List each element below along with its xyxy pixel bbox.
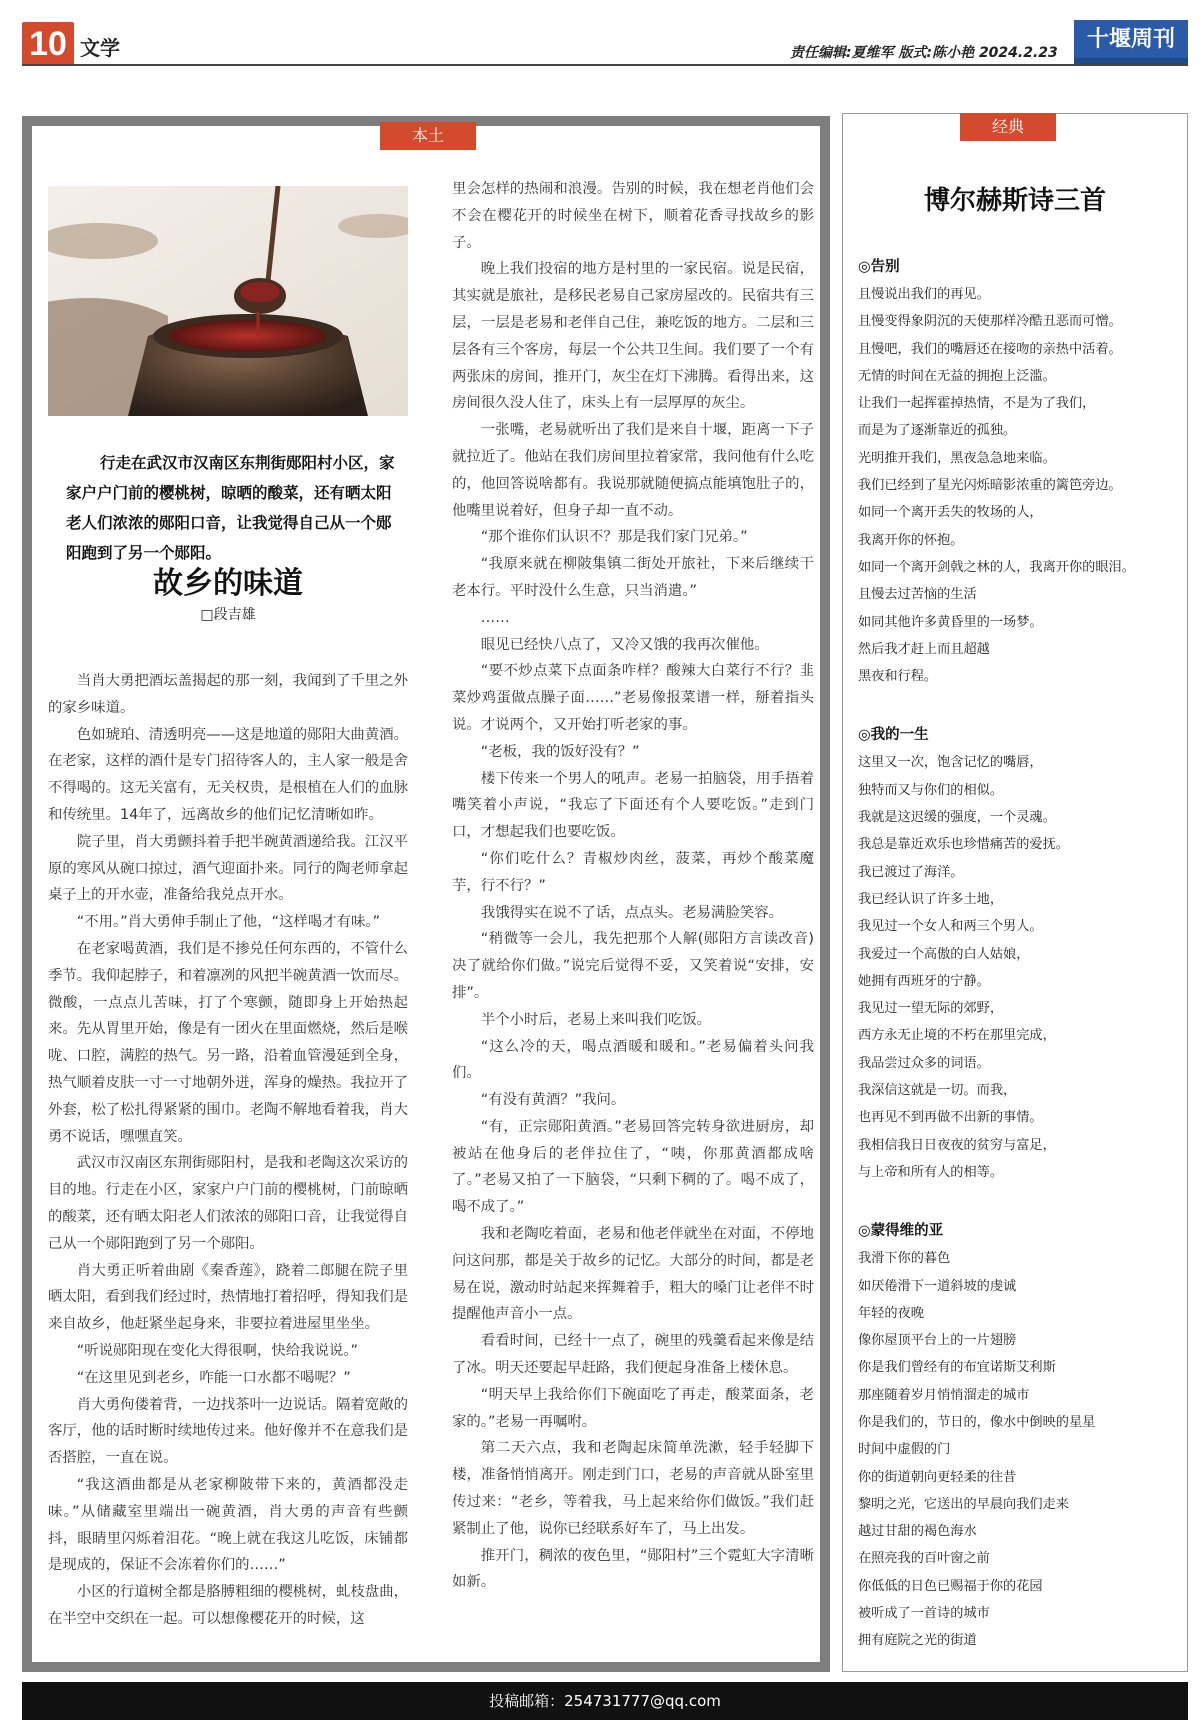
paragraph: 小区的行道树全都是胳膊粗细的樱桃树，虬枝盘曲，在半空中交织在一起。可以想像樱花开的时候，这 bbox=[48, 1584, 408, 1627]
poem-line: 我就是这迟缓的强度，一个灵魂。 bbox=[858, 810, 1056, 826]
submission-email: 投稿邮箱：254731777@qq.com bbox=[489, 1692, 721, 1710]
story-byline: □段吉雄 bbox=[200, 607, 256, 623]
paragraph: “明天早上我给你们下碗面吃了再走，酸菜面条，老家的。”老易一再嘱咐。 bbox=[452, 1386, 814, 1430]
poem-montevideo bbox=[858, 1218, 1178, 1654]
story-lede: 行走在武汉市汉南区东荆街郧阳村小区，家家户户门前的樱桃树，晾晒的酸菜，还有晒太阳老人们浓浓的郧阳口音，让我觉得自己从一个郧阳跑到了另一个郧阳。 bbox=[66, 454, 395, 562]
section-tag-local: 本土 bbox=[380, 122, 476, 150]
poem-line: 拥有庭院之光的街道 bbox=[858, 1633, 977, 1649]
paragraph: 在老家喝黄酒，我们是不掺兑任何东西的，不管什么季节。我仰起脖子，和着凛冽的风把半碗黄酒一饮而尽。微酸，一点点儿苦味，打了个寒颤，随即身上开始热起来。先从胃里开始，像是有一团火在里面燃烧，然后是喉咙、口腔，满腔的热气。另一路，沿着血管漫延到全身，热气顺着皮肤一寸一寸地朝外迸，浑身的燥热。我拉开了外套，松了松扎得紧紧的围巾。老陶不解地看着我，肖大勇不说话，嘿嘿直笑。 bbox=[48, 940, 408, 1145]
poem-line: 而是为了逐渐靠近的孤独。 bbox=[858, 423, 1017, 439]
poem-line: 我相信我日日夜夜的贫穷与富足， bbox=[858, 1137, 1056, 1153]
paragraph: 半个小时后，老易上来叫我们吃饭。 bbox=[480, 1011, 712, 1028]
poem-line: 我离开你的怀抱。 bbox=[858, 532, 964, 548]
poem-line: 然后我才赶上而且超越 bbox=[858, 641, 990, 657]
paragraph: 看看时间，已经十一点了，碗里的残羹看起来像是结了冰。明天还要起早赶路，我们便起身准备上楼休息。 bbox=[452, 1333, 814, 1377]
paragraph: 当肖大勇把酒坛盖揭起的那一刻，我闻到了千里之外的家乡味道。 bbox=[48, 673, 408, 716]
paragraph: “稍微等一会儿，我先把那个人解(郧阳方言读改音)决了就给你们做。”说完后觉得不妥，又笑着说“安排，安排”。 bbox=[452, 931, 814, 1001]
story-column-1 bbox=[48, 668, 408, 1633]
poem-line: 黑夜和行程。 bbox=[858, 669, 938, 685]
poem-my-life bbox=[858, 722, 1178, 1186]
poem-line: 时间中虚假的门 bbox=[858, 1442, 951, 1458]
poem-line: 这里又一次，饱含记忆的嘴唇， bbox=[858, 755, 1043, 771]
paragraph: 楼下传来一个男人的吼声。老易一拍脑袋，用手捂着嘴笑着小声说，“我忘了下面还有个人要吃饭。”走到门口，才想起我们也要吃饭。 bbox=[452, 770, 814, 841]
poem-heading: ◎我的一生 bbox=[858, 727, 929, 744]
paragraph: 晚上我们投宿的地方是村里的一家民宿。说是民宿，其实就是旅社，是移民老易自己家房屋改的。民宿共有三层，一层是老易和老伴自己住，兼吃饭的地方。二层和三层各有三个客房，每层一个公共卫生间。我们要了一个有两张床的房间，推开门，灰尘在灯下沸腾。看得出来，这房间很久没人住了，床头上有一层厚厚的灰尘。 bbox=[452, 261, 814, 412]
paragraph: 里会怎样的热闹和浪漫。告别的时候，我在想老肖他们会不会在樱花开的时候坐在树下，顺着花香寻找故乡的影子。 bbox=[452, 181, 814, 251]
poem-line: 你的街道朝向更轻柔的往昔 bbox=[858, 1469, 1017, 1485]
poem-line: 且慢说出我们的再见。 bbox=[858, 287, 990, 302]
paragraph: “听说郧阳现在变化大得很啊，快给我说说。” bbox=[76, 1342, 358, 1359]
paragraph: “老板，我的饭好没有？” bbox=[480, 743, 640, 760]
poem-line: 独特而又与你们的相似。 bbox=[858, 782, 1004, 798]
poem-line: 我深信这就是一切。而我， bbox=[858, 1083, 1017, 1099]
poem-heading: ◎蒙得维的亚 bbox=[858, 1223, 944, 1240]
poem-line: 在照亮我的百叶窗之前 bbox=[858, 1551, 990, 1567]
section-tag-classic: 经典 bbox=[960, 113, 1056, 141]
paragraph: “有没有黄酒？”我问。 bbox=[480, 1092, 626, 1109]
paragraph: “我原来就在柳陂集镇二街处开旅社，下来后继续干老本行。平时没什么生意，只当消遣。” bbox=[452, 556, 814, 599]
paragraph: 色如琥珀、清透明亮——这是地道的郧阳大曲黄酒。在老家，这样的酒什是专门招待客人的，主人家一般是舍不得喝的。这无关富有，无关权贵，是根植在人们的血脉和传统里。14年了，远离故乡的他们记忆清晰如昨。 bbox=[48, 726, 408, 823]
poem-line: 且慢去过苦恼的生活 bbox=[858, 587, 977, 603]
poem-line: 如同其他许多黄昏里的一场梦。 bbox=[858, 614, 1043, 630]
paragraph: “不用。”肖大勇伸手制止了他，“这样喝才有味。” bbox=[76, 914, 381, 931]
poem-line: 我见过一望无际的郊野， bbox=[858, 1001, 1004, 1017]
poems-title: 博尔赫斯诗三首 bbox=[923, 186, 1106, 216]
story-column-2 bbox=[452, 176, 814, 1596]
paragraph: 推开门，稠浓的夜色里，“郧阳村”三个霓虹大字清晰如新。 bbox=[452, 1547, 814, 1591]
poem-line: 也再见不到再做不出新的事情。 bbox=[858, 1110, 1043, 1126]
poem-line: 她拥有西班牙的宁静。 bbox=[858, 973, 990, 989]
paragraph: 我饿得实在说不了话，点点头。老易满脸笑容。 bbox=[480, 904, 784, 921]
paragraph: …… bbox=[480, 609, 510, 626]
poem-line: 无情的时间在无益的拥抱上泛滥。 bbox=[858, 368, 1056, 384]
rice-wine-photo bbox=[48, 186, 408, 416]
paragraph: “有，正宗郧阳黄酒。”老易回答完转身欲进厨房，却被站在他身后的老伴拉住了，“咦，你那黄酒都成啥了。”老易又拍了一下脑袋，“只剩下稠的了。喝不成了，喝不成了。” bbox=[452, 1118, 814, 1216]
poem-line: 光明推开我们，黑夜急急地来临。 bbox=[858, 450, 1056, 466]
poem-line: 你低低的日色已赐福于你的花园 bbox=[858, 1578, 1043, 1594]
section-name: 文学 bbox=[80, 36, 120, 60]
poem-line: 我已经认识了许多土地， bbox=[858, 891, 1004, 907]
page-number: 10 bbox=[22, 22, 74, 66]
paragraph: 第二天六点，我和老陶起床简单洗漱，轻手轻脚下楼，准备悄悄离开。刚走到门口，老易的声音就从卧室里传过来：“老乡，等着我，马上起来给你们做饭。”我们赶紧制止了他，说你已经联系好车了，马上出发。 bbox=[452, 1440, 814, 1537]
poem-line: 如同一个离开剑戟之林的人，我离开你的眼泪。 bbox=[858, 559, 1135, 575]
paragraph: 一张嘴，老易就听出了我们是来自十堰，距离一下子就拉近了。他站在我们房间里拉着家常，我问他有什么吃的，他回答说啥都有。我说那就随便搞点能填饱肚子的，他嘴里说着好，但身子却一直不动。 bbox=[452, 422, 814, 519]
paragraph: 院子里，肖大勇颤抖着手把半碗黄酒递给我。江汉平原的寒风从碗口掠过，酒气迎面扑来。同行的陶老师拿起桌子上的开水壶，准备给我兑点开水。 bbox=[48, 833, 408, 904]
paragraph: “你们吃什么？青椒炒肉丝，菠菜，再炒个酸菜魔芋，行不行？” bbox=[452, 850, 814, 894]
paragraph: “那个谁你们认识不？那是我们家门兄弟。” bbox=[480, 529, 748, 546]
paragraph: 肖大勇佝偻着背，一边找茶叶一边说话。隔着宽敞的客厅，他的话时断时续地传过来。他好像并不在意我们是否搭腔，一直在说。 bbox=[48, 1396, 408, 1467]
paragraph: “在这里见到老乡，咋能一口水都不喝呢？” bbox=[76, 1369, 351, 1386]
poem-farewell bbox=[858, 254, 1178, 690]
story-title: 故乡的味道 bbox=[153, 566, 303, 601]
poem-line: 我已渡过了海洋。 bbox=[858, 864, 964, 880]
masthead-logo: 十堰周刊 bbox=[1074, 20, 1188, 58]
poem-line: 且慢变得象阴沉的天使那样冷酷丑恶而可憎。 bbox=[858, 314, 1122, 330]
poem-line: 我们已经到了星光闪烁暗影浓重的篱笆旁边。 bbox=[858, 478, 1122, 494]
editor-info: 责任编辑:夏维军 版式:陈小艳 2024.2.23 bbox=[790, 45, 1058, 61]
paragraph: 肖大勇正听着曲剧《秦香莲》，跷着二郎腿在院子里晒太阳，看到我们经过时，热情地打着招呼，得知我们是来自故乡，他赶紧坐起身来，非要拉着进屋里坐坐。 bbox=[48, 1262, 408, 1333]
paragraph: “要不炒点菜下点面条咋样？酸辣大白菜行不行？韭菜炒鸡蛋做点臊子面……”老易像报菜谱一样，掰着指头说。才说两个，又开始打听老家的事。 bbox=[452, 663, 814, 733]
poem-line: 我滑下你的暮色 bbox=[858, 1251, 951, 1267]
poem-line: 年轻的夜晚 bbox=[858, 1305, 924, 1321]
paragraph: “这么冷的天，喝点酒暖和暖和。”老易偏着头问我们。 bbox=[452, 1038, 814, 1082]
poem-list bbox=[858, 254, 1178, 1655]
poem-line: 与上帝和所有人的相等。 bbox=[858, 1164, 1004, 1180]
paragraph: 我和老陶吃着面，老易和他老伴就坐在对面，不停地问这问那，都是关于故乡的记忆。大部分的时间，都是老易在说，激动时站起来挥舞着手，粗大的嗓门让老伴不时提醒他声音小一点。 bbox=[452, 1226, 814, 1323]
poem-line: 你是我们曾经有的布宜诺斯艾利斯 bbox=[858, 1360, 1056, 1376]
poem-spacer bbox=[858, 1186, 1178, 1218]
poem-line: 如厌倦滑下一道斜坡的虔诚 bbox=[858, 1278, 1017, 1294]
poem-line: 那座随着岁月悄悄溜走的城市 bbox=[858, 1387, 1030, 1403]
paragraph: “我这酒曲都是从老家柳陂带下来的，黄酒都没走味。”从储藏室里端出一碗黄酒，肖大勇的声音有些颤抖，眼睛里闪烁着泪花。“晚上就在我这儿吃饭，床铺都是现成的，保证不会冻着你们的……” bbox=[48, 1476, 408, 1574]
poem-line: 我爱过一个高傲的白人姑娘， bbox=[858, 946, 1030, 962]
poem-line: 且慢吧，我们的嘴唇还在接吻的亲热中活着。 bbox=[858, 341, 1122, 357]
poem-line: 你是我们的，节日的，像水中倒映的星星 bbox=[858, 1414, 1096, 1430]
poem-spacer bbox=[858, 690, 1178, 722]
page-header bbox=[0, 0, 1200, 66]
poem-line: 我总是靠近欢乐也珍惜痛苦的爱抚。 bbox=[858, 837, 1069, 853]
poem-line: 黎明之光，它送出的早晨向我们走来 bbox=[858, 1496, 1069, 1512]
header-rule bbox=[22, 64, 1188, 66]
paragraph: 眼见已经快八点了，又冷又饿的我再次催他。 bbox=[480, 636, 769, 653]
poem-heading: ◎告别 bbox=[858, 259, 900, 275]
poem-line: 我品尝过众多的词语。 bbox=[858, 1055, 990, 1071]
poem-line: 被听成了一首诗的城市 bbox=[858, 1606, 990, 1622]
poem-line: 越过甘甜的褐色海水 bbox=[858, 1524, 977, 1540]
paragraph: 武汉市汉南区东荆街郧阳村，是我和老陶这次采访的目的地。行走在小区，家家户户门前的樱桃树，门前晾晒的酸菜，还有晒太阳老人们浓浓的郧阳口音，让我觉得自己从一个郧阳跑到了另一个郧阳。 bbox=[48, 1155, 408, 1252]
poem-line: 让我们一起挥霍掉热情，不是为了我们， bbox=[858, 396, 1096, 412]
poem-line: 我见过一个女人和两三个男人。 bbox=[858, 919, 1043, 935]
poem-line: 如同一个离开丢失的牧场的人， bbox=[858, 505, 1043, 521]
poem-line: 像你屋顶平台上的一片翅膀 bbox=[858, 1333, 1017, 1349]
poem-line: 西方永无止境的不朽在那里完成， bbox=[858, 1028, 1056, 1044]
